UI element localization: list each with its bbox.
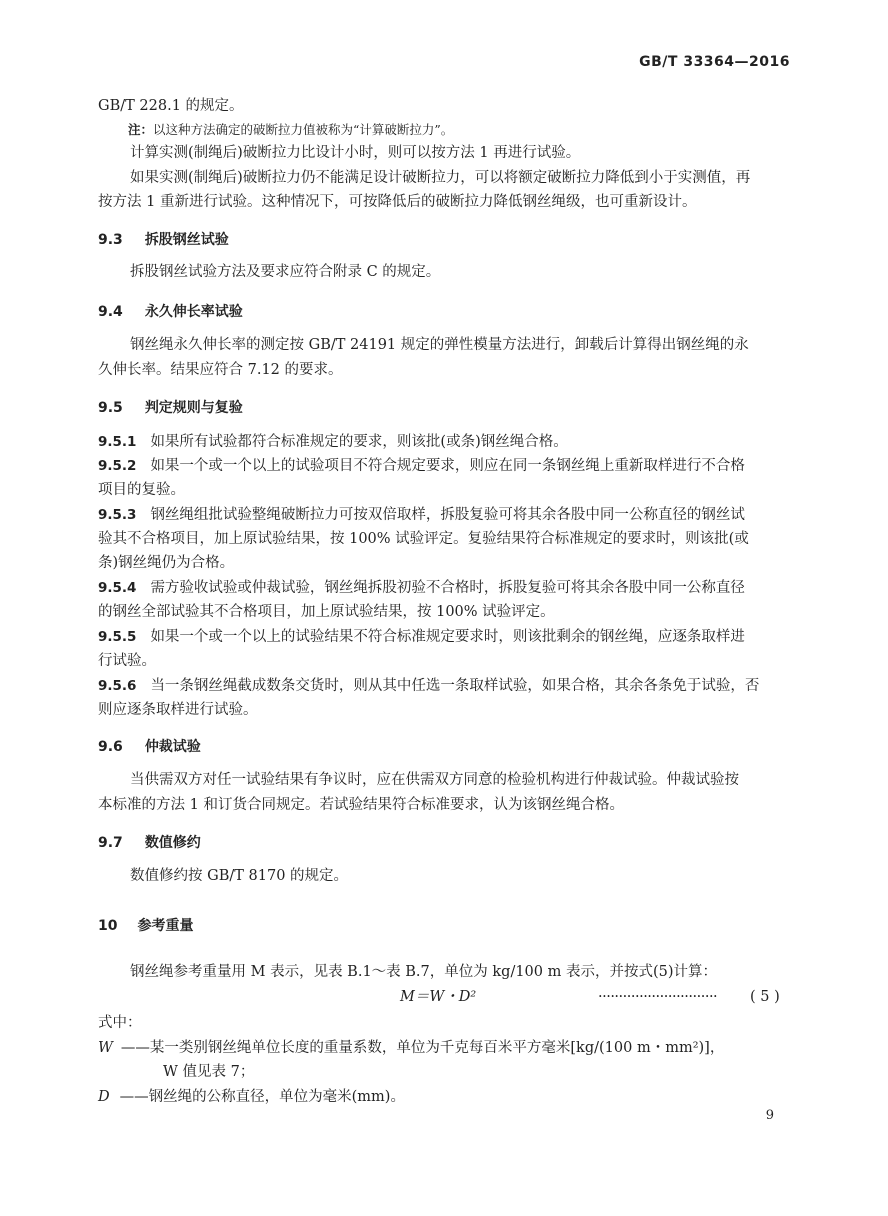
symbol-definition-w: [98, 1038, 724, 1058]
clause-text: 当一条钢丝绳截成数条交货时，则从其中任选一条取样试验，如果合格，其余各条免于试验，否: [150, 678, 760, 694]
paragraph-line: 则应逐条取样进行试验。: [98, 702, 258, 718]
section-heading-9-5: [98, 398, 243, 418]
section-number: 9.3: [98, 232, 123, 248]
section-number: 9.4: [98, 304, 123, 320]
clause-number: 9.5.3: [98, 507, 137, 523]
note-label: 注：: [128, 122, 154, 137]
standard-code: GB/T 33364—2016: [639, 54, 790, 70]
section-title: 判定规则与复验: [144, 400, 243, 416]
note-text: 以这种方法确定的破断拉力值被称为“计算破断拉力”。: [153, 122, 454, 137]
clause-number: 9.5.5: [98, 629, 137, 645]
clause-9-5-3: [98, 505, 745, 525]
clause-9-5-2: [98, 456, 745, 476]
clause-9-5-1: [98, 432, 568, 452]
section-title: 仲裁试验: [144, 739, 201, 755]
section-number: 9.6: [98, 739, 123, 755]
section-title: 数值修约: [144, 835, 201, 851]
clause-number: 9.5.6: [98, 678, 137, 694]
paragraph-line: 行试验。: [98, 653, 156, 669]
paragraph-line: 数值修约按 GB/T 8170 的规定。: [130, 868, 349, 884]
paragraph-line: 的钢丝全部试验其不合格项目，加上原试验结果，按 100% 试验评定。: [98, 604, 555, 620]
clause-number: 9.5.2: [98, 458, 137, 474]
paragraph-line: 计算实测(制绳后)破断拉力比设计小时，则可以按方法 1 再进行试验。: [130, 145, 581, 161]
page-number: 9: [765, 1108, 774, 1123]
symbol-definition: ——钢丝绳的公称直径，单位为毫米(mm)。: [119, 1089, 405, 1105]
where-label: 式中：: [98, 1015, 142, 1031]
clause-number: 9.5.1: [98, 434, 137, 450]
formula-expression: M＝W・D²: [400, 989, 477, 1005]
paragraph-line: 拆股钢丝试验方法及要求应符合附录 C 的规定。: [130, 264, 441, 280]
symbol: W: [98, 1040, 113, 1056]
formula: [400, 987, 476, 1007]
paragraph-line: 按方法 1 重新进行试验。这种情况下，可按降低后的破断拉力降低钢丝绳级，也可重新设计。: [98, 194, 697, 210]
paragraph-line: 条)钢丝绳仍为合格。: [98, 555, 235, 571]
section-heading-9-6: [98, 737, 201, 757]
paragraph-line: GB/T 228.1 的规定。: [98, 98, 244, 114]
section-number: 9.5: [98, 400, 123, 416]
clause-9-5-4: [98, 578, 745, 598]
section-title: 永久伸长率试验: [144, 304, 243, 320]
section-heading-9-3: [98, 230, 229, 250]
section-number: 9.7: [98, 835, 123, 851]
section-title: 参考重量: [137, 918, 194, 934]
paragraph-line: 项目的复验。: [98, 482, 185, 498]
symbol-definition-d: [98, 1087, 405, 1107]
section-heading-10: [98, 916, 193, 936]
clause-text: 需方验收试验或仲裁试验，钢丝绳拆股初验不合格时，拆股复验可将其余各股中同一公称直径: [150, 580, 745, 596]
paragraph-line: 验其不合格项目，加上原试验结果，按 100% 试验评定。复验结果符合标准规定的要求时，则该批(或: [98, 531, 749, 547]
clause-number: 9.5.4: [98, 580, 137, 596]
clause-9-5-6: [98, 676, 759, 696]
paragraph-line: 本标准的方法 1 和订货合同规定。若试验结果符合标准要求，认为该钢丝绳合格。: [98, 797, 624, 813]
paragraph-line: 久伸长率。结果应符合 7.12 的要求。: [98, 362, 343, 378]
paragraph-line: 如果实测(制绳后)破断拉力仍不能满足设计破断拉力，可以将额定破断拉力降低到小于实测值，再: [130, 170, 751, 186]
clause-text: 如果一个或一个以上的试验结果不符合标准规定要求时，则该批剩余的钢丝绳，应逐条取样进: [150, 629, 745, 645]
section-heading-9-7: [98, 833, 201, 853]
section-number: 10: [98, 918, 118, 934]
paragraph-line: W 值见表 7；: [163, 1064, 255, 1080]
paragraph-line: 钢丝绳参考重量用 M 表示，见表 B.1～表 B.7，单位为 kg/100 m 表示，并按式(5)计算：: [130, 964, 718, 980]
equation-number: ( 5 ): [750, 989, 780, 1005]
paragraph-line: 钢丝绳永久伸长率的测定按 GB/T 24191 规定的弹性模量方法进行，卸载后计算得出钢丝绳的永: [130, 337, 749, 353]
paragraph-line: 当供需双方对任一试验结果有争议时，应在供需双方同意的检验机构进行仲裁试验。仲裁试验按: [130, 772, 739, 788]
section-heading-9-4: [98, 302, 243, 322]
clause-text: 如果所有试验都符合标准规定的要求，则该批(或条)钢丝绳合格。: [150, 434, 568, 450]
symbol-definition: ——某一类别钢丝绳单位长度的重量系数，单位为千克每百米平方毫米[kg/(100 m・mm²)]，: [120, 1040, 725, 1056]
clause-text: 钢丝绳组批试验整绳破断拉力可按双倍取样，拆股复验可将其余各股中同一公称直径的钢丝试: [150, 507, 745, 523]
section-title: 拆股钢丝试验: [144, 232, 229, 248]
clause-text: 如果一个或一个以上的试验项目不符合规定要求，则应在同一条钢丝绳上重新取样进行不合格: [150, 458, 745, 474]
symbol: D: [98, 1089, 110, 1105]
note: [128, 120, 453, 140]
formula-leader-dots: ·····························: [598, 989, 718, 1005]
clause-9-5-5: [98, 627, 745, 647]
